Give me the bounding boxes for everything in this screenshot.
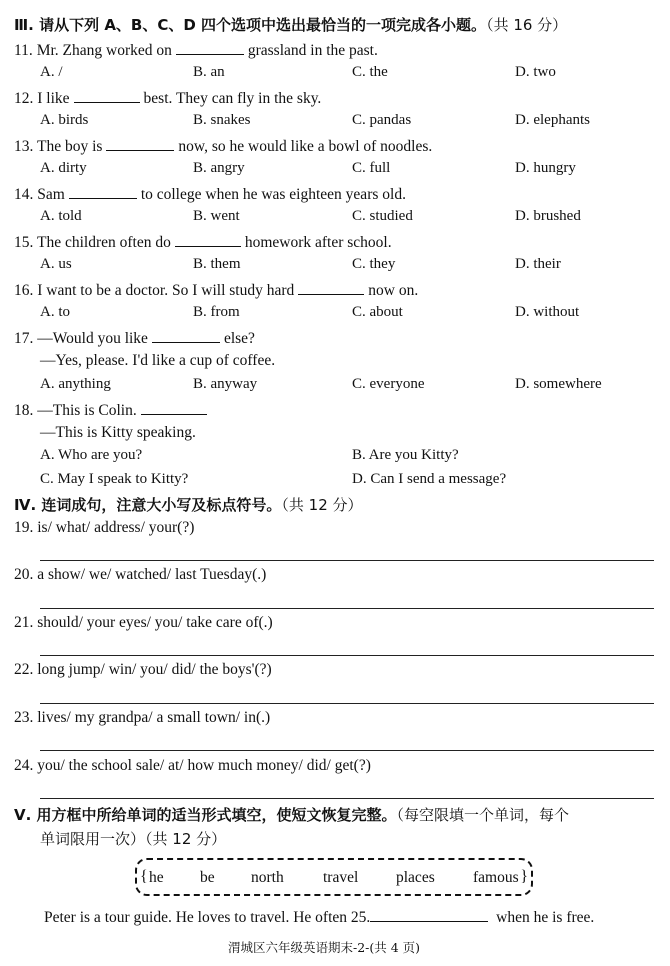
option-c: C. they	[352, 256, 396, 272]
scrambled-words: should/ your eyes/ you/ take care of(.)	[37, 614, 273, 631]
option-d: D. elephants	[515, 112, 590, 128]
question-12	[14, 88, 321, 108]
question-text: —Would you like	[37, 330, 148, 347]
word-bank-word: north	[251, 869, 284, 886]
option-c: C. May I speak to Kitty?	[40, 471, 189, 487]
option-d: D. without	[515, 304, 580, 320]
question-text: —This is Colin.	[37, 402, 137, 419]
answer-blank-25[interactable]	[370, 907, 488, 922]
question-number: 21.	[14, 614, 34, 631]
option-c: C. everyone	[352, 376, 425, 392]
word-bank-word: famous	[473, 869, 519, 886]
question-number: 15.	[14, 234, 34, 251]
question-text: Sam	[37, 186, 65, 203]
word-bank-word: places	[396, 869, 435, 886]
option-b: B. an	[193, 64, 225, 80]
answer-blank	[176, 40, 244, 55]
section-4-score: （共 12 分）	[281, 496, 363, 514]
question-number: 14.	[14, 186, 34, 203]
answer-blank	[69, 184, 137, 199]
answer-blank	[298, 280, 364, 295]
question-text: else?	[223, 330, 255, 347]
option-b: B. anyway	[193, 376, 258, 392]
question-number: 19.	[14, 519, 34, 536]
option-d: D. somewhere	[515, 376, 602, 392]
option-b: B. went	[193, 208, 240, 224]
word-bank-word: travel	[323, 869, 359, 886]
answer-blank	[175, 232, 241, 247]
question-text: I like	[37, 90, 70, 107]
question-text: best. They can fly in the sky.	[143, 90, 322, 107]
question-11	[14, 40, 378, 60]
answer-blank	[106, 136, 174, 151]
reorder-item-19	[14, 519, 194, 537]
option-a: A. dirty	[40, 160, 87, 176]
option-a: A. Who are you?	[40, 447, 143, 463]
question-text: grassland in the past.	[247, 42, 378, 59]
passage-text: when he is free.	[496, 909, 595, 926]
reorder-item-23	[14, 709, 270, 727]
option-b: B. them	[193, 256, 241, 272]
word-bank-right-brace: }	[520, 868, 528, 885]
option-b: B. from	[193, 304, 240, 320]
question-number: 20.	[14, 566, 34, 583]
word-bank-word: he	[149, 869, 164, 886]
question-17	[14, 328, 255, 348]
passage-line	[44, 907, 594, 927]
scrambled-words: lives/ my grandpa/ a small town/ in(.)	[37, 709, 271, 726]
question-text: I want to be a doctor. So I will study hard	[37, 282, 295, 299]
option-a: A. /	[40, 64, 63, 80]
reorder-item-20	[14, 566, 266, 584]
option-d: D. hungry	[515, 160, 576, 176]
option-b: B. snakes	[193, 112, 251, 128]
option-a: A. told	[40, 208, 82, 224]
blank-number: 25.	[350, 909, 371, 926]
word-bank-left-brace: {	[140, 868, 148, 885]
question-text: now on.	[368, 282, 419, 299]
scrambled-words: you/ the school sale/ at/ how much money/ did/ get(?)	[37, 757, 371, 774]
page-footer: 渭城区六年级英语期末-2-(共 4 页)	[228, 940, 421, 955]
dialogue-line: —Yes, please. I'd like a cup of coffee.	[40, 352, 276, 369]
question-number: 22.	[14, 661, 34, 678]
option-c: C. the	[352, 64, 388, 80]
question-text: now, so he would like a bowl of noodles.	[178, 138, 433, 155]
question-15	[14, 232, 392, 252]
option-d: D. two	[515, 64, 556, 80]
question-text: Mr. Zhang worked on	[36, 42, 172, 59]
question-number: 23.	[14, 709, 34, 726]
option-d: D. Can I send a message?	[352, 471, 507, 487]
question-16	[14, 280, 418, 300]
section-3-score: （共 16 分）	[486, 16, 568, 34]
answer-line[interactable]	[40, 655, 654, 656]
option-d: D. their	[515, 256, 561, 272]
question-number: 18.	[14, 402, 34, 419]
option-a: A. to	[40, 304, 70, 320]
section-5-heading-line2	[40, 828, 226, 849]
section-4-title: Ⅳ. 连词成句，注意大小写及标点符号。	[14, 496, 282, 514]
scrambled-words: a show/ we/ watched/ last Tuesday(.)	[37, 566, 267, 583]
section-4-heading	[14, 494, 363, 515]
section-5-title: Ⅴ. 用方框中所给单词的适当形式填空，使短文恢复完整。	[14, 806, 397, 824]
question-number: 24.	[14, 757, 34, 774]
answer-line[interactable]	[40, 798, 654, 799]
question-text: The boy is	[36, 138, 103, 155]
word-bank-box	[135, 858, 533, 896]
option-b: B. Are you Kitty?	[352, 447, 459, 463]
question-text: to college when he was eighteen years old.	[140, 186, 406, 203]
passage-text: Peter is a tour guide. He loves to travel. He often	[44, 909, 348, 926]
option-c: C. studied	[352, 208, 413, 224]
question-text: The children often do	[36, 234, 171, 251]
question-number: 16.	[14, 282, 34, 299]
option-c: C. pandas	[352, 112, 412, 128]
answer-blank	[152, 328, 220, 343]
option-c: C. about	[352, 304, 403, 320]
section-5-heading-line1	[14, 804, 569, 825]
answer-blank	[141, 400, 207, 415]
section-3-title: Ⅲ. 请从下列 A、B、C、D 四个选项中选出最恰当的一项完成各小题。	[14, 16, 487, 34]
option-b: B. angry	[193, 160, 245, 176]
question-number: 11.	[14, 42, 33, 59]
reorder-item-22	[14, 661, 272, 679]
option-a: A. anything	[40, 376, 111, 392]
question-number: 12.	[14, 90, 34, 107]
option-a: A. us	[40, 256, 72, 272]
option-c: C. full	[352, 160, 391, 176]
answer-line[interactable]	[40, 703, 654, 704]
answer-line[interactable]	[40, 750, 654, 751]
question-18	[14, 400, 211, 420]
question-13	[14, 136, 432, 156]
word-bank-word: be	[200, 869, 215, 886]
question-text: homework after school.	[244, 234, 392, 251]
question-14	[14, 184, 406, 204]
section-5-score: （共 12 分）	[145, 830, 227, 848]
answer-line[interactable]	[40, 608, 654, 609]
answer-line[interactable]	[40, 560, 654, 561]
option-a: A. birds	[40, 112, 89, 128]
section-5-note: 单词限用一次）	[40, 830, 146, 848]
dialogue-line: —This is Kitty speaking.	[40, 424, 196, 441]
question-number: 17.	[14, 330, 34, 347]
scrambled-words: is/ what/ address/ your(?)	[37, 519, 195, 536]
reorder-item-21	[14, 614, 273, 632]
section-3-heading	[14, 14, 567, 35]
question-number: 13.	[14, 138, 34, 155]
option-d: D. brushed	[515, 208, 581, 224]
reorder-item-24	[14, 757, 371, 775]
section-5-note: （每空限填一个单词，每个	[396, 806, 570, 824]
scrambled-words: long jump/ win/ you/ did/ the boys'(?)	[37, 661, 272, 678]
answer-blank	[74, 88, 140, 103]
